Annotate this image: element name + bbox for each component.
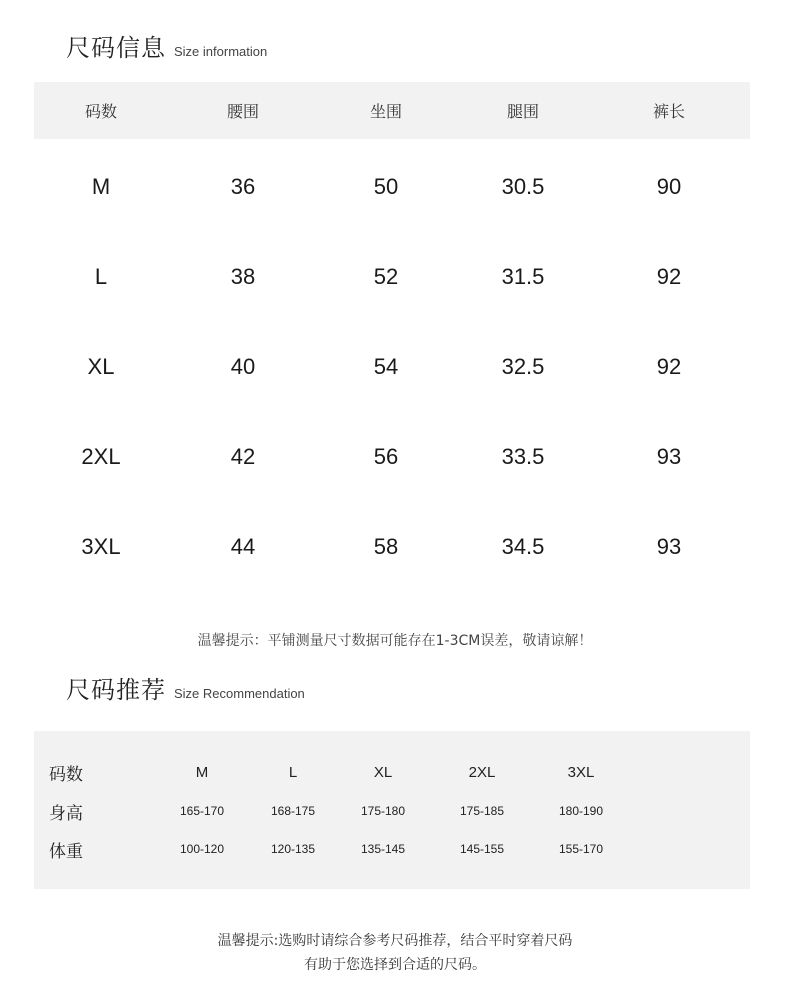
recommend-row-weight — [34, 834, 750, 864]
recommend-note-line2: 有助于您选择到合适的尺码。 — [304, 957, 486, 973]
measurement-note: 温馨提示：平铺测量尺寸数据可能存在1-3CM误差，敬请谅解！ — [197, 633, 593, 649]
cell-waist: 44 — [230, 534, 256, 559]
header-hip: 坐围 — [369, 102, 402, 121]
cell-size: M — [91, 174, 111, 199]
recommend-cell: 155-170 — [558, 842, 604, 856]
cell-size: 3XL — [81, 534, 121, 559]
recommend-cell: 3XL — [567, 763, 595, 781]
row-label: 码数 — [49, 764, 83, 785]
recommend-cell: 165-170 — [179, 804, 225, 818]
recommend-row-size — [34, 757, 750, 787]
header-waist: 腰围 — [226, 102, 259, 121]
table-row — [34, 142, 750, 232]
cell-hip: 58 — [373, 534, 399, 559]
recommend-cell: 120-135 — [270, 842, 316, 856]
cell-length: 92 — [656, 264, 682, 289]
cell-hip: 50 — [373, 174, 399, 199]
cell-hip: 54 — [373, 354, 399, 379]
recommend-cell: 135-145 — [360, 842, 406, 856]
cell-length: 93 — [656, 444, 682, 469]
size-recommend-table — [34, 731, 750, 889]
size-info-title — [66, 28, 267, 63]
cell-hip: 56 — [373, 444, 399, 469]
cell-size: XL — [87, 354, 115, 379]
recommend-row-height — [34, 796, 750, 826]
cell-thigh: 34.5 — [501, 534, 545, 559]
recommend-cell: 175-180 — [360, 804, 406, 818]
recommend-cell: L — [288, 763, 298, 781]
cell-waist: 42 — [230, 444, 256, 469]
header-size: 码数 — [84, 102, 117, 121]
table-row — [34, 502, 750, 592]
row-label: 体重 — [49, 841, 83, 862]
recommend-cell: M — [195, 763, 209, 781]
recommend-cell: XL — [373, 763, 393, 781]
size-recommend-title-cn: 尺码推荐 — [66, 676, 166, 704]
size-recommend-title-en: Size Recommendation — [174, 686, 305, 701]
recommend-cell: 100-120 — [179, 842, 225, 856]
size-recommend-title — [66, 670, 305, 705]
recommend-cell: 2XL — [468, 763, 496, 781]
recommend-cell: 168-175 — [270, 804, 316, 818]
table-row — [34, 322, 750, 412]
header-thigh: 腿围 — [506, 102, 539, 121]
recommend-note — [0, 929, 790, 977]
cell-thigh: 31.5 — [501, 264, 545, 289]
header-length: 裤长 — [652, 102, 685, 121]
recommend-note-line1: 温馨提示:选购时请综合参考尺码推荐，结合平时穿着尺码 — [217, 933, 573, 949]
cell-length: 93 — [656, 534, 682, 559]
cell-waist: 38 — [230, 264, 256, 289]
recommend-cell: 180-190 — [558, 804, 604, 818]
cell-size: L — [94, 264, 108, 289]
recommend-cell: 175-185 — [459, 804, 505, 818]
cell-length: 90 — [656, 174, 682, 199]
size-info-title-en: Size information — [174, 44, 268, 59]
size-info-title-cn: 尺码信息 — [66, 34, 166, 62]
cell-waist: 36 — [230, 174, 256, 199]
row-label: 身高 — [49, 803, 83, 824]
cell-length: 92 — [656, 354, 682, 379]
size-info-header-row — [34, 82, 750, 139]
size-info-table — [34, 82, 750, 592]
cell-waist: 40 — [230, 354, 256, 379]
table-row — [34, 412, 750, 502]
cell-thigh: 32.5 — [501, 354, 545, 379]
recommend-cell: 145-155 — [459, 842, 505, 856]
cell-thigh: 30.5 — [501, 174, 545, 199]
cell-thigh: 33.5 — [501, 444, 545, 469]
cell-size: 2XL — [81, 444, 121, 469]
table-row — [34, 232, 750, 322]
cell-hip: 52 — [373, 264, 399, 289]
